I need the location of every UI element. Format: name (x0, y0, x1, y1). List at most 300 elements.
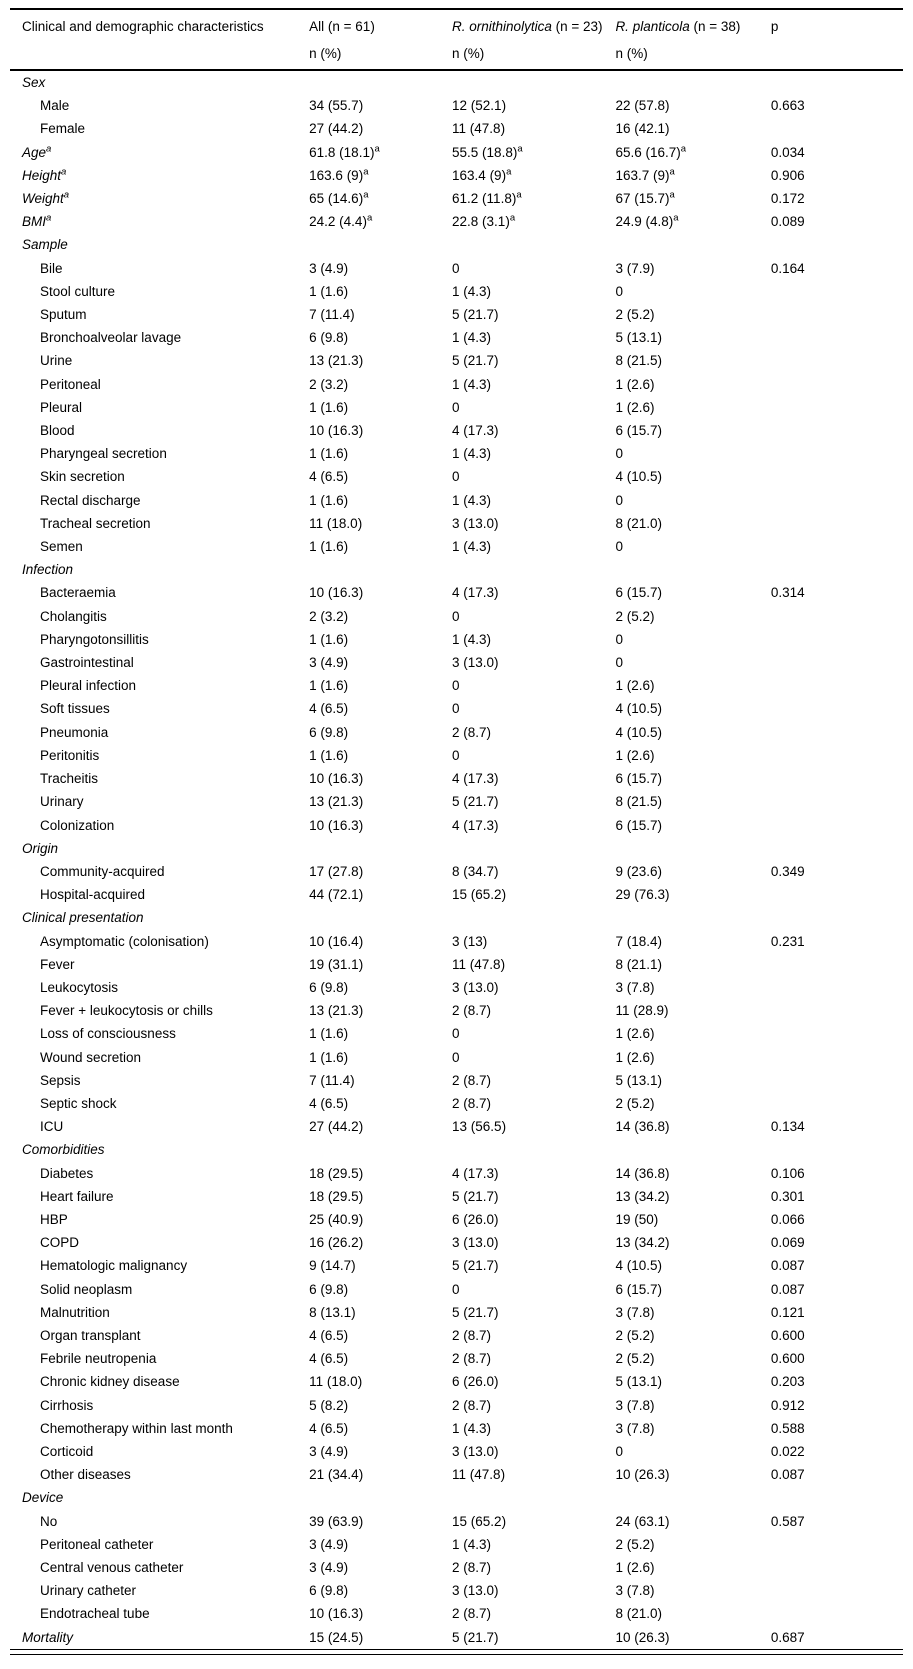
cell-all: 39 (63.9) (309, 1513, 364, 1529)
table-row (10, 581, 903, 604)
cell-planticola: 9 (23.6) (615, 863, 662, 879)
cell-p-value: 0.906 (770, 167, 805, 183)
cell-p-value: 0.687 (771, 1626, 903, 1650)
cell-planticola: 0 (615, 446, 623, 462)
cell-p-value: 0.134 (770, 1119, 805, 1135)
row-label: Organ transplant (40, 1327, 141, 1343)
row-label: Endotracheal tube (40, 1606, 150, 1622)
cell-ornithinolytica: 4 (17.3) (452, 585, 499, 601)
row-label: Corticoid (40, 1443, 94, 1459)
table-row (10, 1394, 903, 1417)
cell-planticola: 0 (615, 1443, 623, 1459)
table-row (10, 1533, 903, 1556)
cell-p-value: 0.121 (770, 1304, 805, 1320)
cell-planticola: 1 (2.6) (615, 1560, 655, 1575)
table-row (10, 1301, 903, 1324)
table-row (10, 187, 903, 210)
cell-p-value (771, 1533, 903, 1556)
row-label: Comorbidities (22, 1142, 105, 1158)
cell-all: 6 (9.8) (309, 1583, 349, 1599)
cell-planticola: 1 (2.6) (615, 399, 655, 415)
row-label: Mortality (10, 1626, 309, 1650)
cell-planticola: 5 (13.1) (615, 330, 662, 346)
cell-planticola: 1 (2.6) (615, 678, 655, 694)
row-label: Septic shock (40, 1095, 117, 1111)
cell-p-value: 0.087 (770, 1281, 805, 1297)
cell-ornithinolytica: 2 (8.7) (452, 1072, 492, 1088)
cell-all: 3 (4.9) (309, 1536, 349, 1552)
cell-planticola (615, 906, 770, 929)
cell-ornithinolytica: 2 (8.7) (452, 724, 492, 740)
cell-all: 8 (13.1) (309, 1304, 356, 1320)
cell-ornithinolytica (452, 906, 615, 929)
row-label: Bile (40, 260, 63, 276)
cell-planticola: 1 (2.6) (615, 747, 655, 763)
cell-ornithinolytica: 0 (452, 608, 460, 624)
row-label: Peritonitis (40, 747, 100, 763)
cell-all: 10 (16.4) (309, 933, 364, 949)
cell-all: 11 (18.0) (309, 515, 363, 531)
table-body (10, 70, 903, 1649)
cell-p-value: 0.600 (770, 1327, 805, 1343)
cell-all: 6 (9.8) (309, 979, 349, 995)
cell-p-value: 0.349 (770, 863, 805, 879)
row-label: Semen (40, 539, 83, 555)
table-row (10, 1347, 903, 1370)
row-label: Urinary (40, 794, 84, 810)
table-row (10, 953, 903, 976)
row-label: Sex (22, 75, 46, 90)
table-row (10, 674, 903, 697)
cell-planticola: 6 (15.7) (615, 817, 662, 833)
cell-p-value (771, 883, 903, 906)
cell-planticola: 8 (21.0) (615, 515, 662, 531)
cell-ornithinolytica: 5 (21.7) (452, 307, 499, 323)
ornithinolytica-species-name: R. ornithinolytica (452, 19, 552, 34)
row-label: Pleural infection (40, 678, 137, 694)
cell-p-value (771, 1602, 903, 1625)
table-row (10, 373, 903, 396)
cell-ornithinolytica: 15 (65.2) (452, 1513, 507, 1529)
table-row (10, 465, 903, 488)
cell-p-value (771, 1092, 903, 1115)
cell-all: 9 (14.7) (309, 1258, 356, 1274)
cell-all: 13 (21.3) (309, 353, 364, 369)
row-label: Fever (40, 956, 75, 972)
cell-p-value (771, 558, 903, 581)
table-row (10, 94, 903, 117)
col-header-ornithinolytica (452, 9, 615, 70)
table-row (10, 326, 903, 349)
cell-p-value (771, 280, 903, 303)
cell-ornithinolytica: 3 (13.0) (452, 1443, 499, 1459)
cell-planticola: 8 (21.1) (615, 956, 662, 972)
table-header (10, 9, 903, 70)
cell-ornithinolytica: 22.8 $(3.1)^a$ (452, 212, 516, 230)
planticola-header-label (615, 19, 770, 34)
section-row (10, 1486, 903, 1509)
cell-all: 17 (27.8) (309, 863, 364, 879)
cell-ornithinolytica: 6 (26.0) (452, 1374, 499, 1390)
table-row (10, 1069, 903, 1092)
cell-planticola (615, 1486, 770, 1509)
row-label: Stool culture (40, 283, 116, 299)
row-label: Gastrointestinal (40, 655, 134, 671)
cell-ornithinolytica: 1 (4.3) (452, 539, 492, 555)
table-row (10, 976, 903, 999)
table-row (10, 1626, 903, 1650)
header-row (10, 9, 903, 70)
cell-planticola: 2 (5.2) (615, 1327, 655, 1343)
cell-all: 1 (1.6) (309, 399, 349, 415)
cell-all: 61.8 $(18.1)^a$ (309, 143, 380, 160)
cell-ornithinolytica: 0 (452, 469, 460, 485)
table-row (10, 419, 903, 442)
cell-p-value (771, 651, 903, 674)
table-row (10, 210, 903, 233)
cell-ornithinolytica (452, 70, 615, 94)
row-label: Pleural (40, 399, 83, 415)
cell-planticola: 24 (63.1) (615, 1513, 670, 1529)
cell-all: 4 (6.5) (309, 469, 349, 485)
cell-all: 10 (16.3) (309, 423, 364, 439)
table-row (10, 1510, 903, 1533)
cell-all (309, 558, 452, 581)
ornithinolytica-header-label (452, 19, 615, 34)
cell-ornithinolytica: 5 (21.7) (452, 1258, 499, 1274)
row-label: ICU (40, 1119, 64, 1135)
cell-planticola: 13 (34.2) (615, 1188, 670, 1204)
table-row (10, 1092, 903, 1115)
planticola-species-name: R. planticola (615, 19, 690, 34)
cell-all: 18 (29.5) (309, 1165, 364, 1181)
row-label: Malnutrition (40, 1304, 110, 1320)
row-label: Asymptomatic (colonisation) (40, 933, 209, 949)
cell-all (309, 837, 452, 860)
cell-all (309, 70, 452, 94)
cell-planticola: 24.9 $(4.8)^a$ (615, 212, 679, 230)
cell-ornithinolytica: 8 (34.7) (452, 863, 499, 879)
cell-p-value: 0.089 (770, 214, 805, 230)
cell-ornithinolytica: 15 (65.2) (452, 887, 507, 903)
cell-all: 1 (1.6) (309, 492, 349, 508)
table-row (10, 1602, 903, 1625)
table-row (10, 1185, 903, 1208)
cell-ornithinolytica: 163.4 $(9)^a$ (452, 166, 512, 183)
cell-all: 6 (9.8) (309, 330, 349, 346)
cell-ornithinolytica (452, 1138, 615, 1161)
cell-all: 4 (6.5) (309, 1351, 349, 1367)
cell-all: 2 (3.2) (309, 608, 349, 624)
row-label: Height$^a$ (22, 166, 67, 183)
row-label: Blood (40, 423, 75, 439)
cell-p-value (771, 1138, 903, 1161)
cell-p-value: 0.663 (770, 98, 805, 114)
cell-p-value (771, 697, 903, 720)
cell-planticola: 10 (26.3) (615, 1626, 770, 1650)
cell-all: 1 (1.6) (309, 678, 349, 694)
cell-p-value (771, 396, 903, 419)
table-row (10, 1208, 903, 1231)
row-label: No (40, 1513, 58, 1529)
row-label: Weight$^a$ (22, 189, 70, 207)
table-row (10, 1370, 903, 1393)
cell-ornithinolytica: 3 (13.0) (452, 515, 499, 531)
cell-all: 27 (44.2) (309, 1119, 364, 1135)
row-label: Wound secretion (40, 1049, 142, 1065)
cell-planticola: 65.6 $(16.7)^a$ (615, 143, 687, 160)
row-label: Cirrhosis (40, 1397, 94, 1413)
cell-all: 4 (6.5) (309, 1095, 349, 1111)
row-label: Fever + leukocytosis or chills (40, 1003, 213, 1019)
table-row (10, 489, 903, 512)
section-row (10, 1138, 903, 1161)
all-subheader-label: n (%) (309, 46, 342, 61)
cell-all: 3 (4.9) (309, 1560, 349, 1575)
cell-ornithinolytica: 2 (8.7) (452, 1351, 492, 1367)
cell-planticola: 4 (10.5) (615, 724, 662, 740)
cell-ornithinolytica: 4 (17.3) (452, 817, 499, 833)
cell-planticola: 2 (5.2) (615, 1095, 655, 1111)
cell-p-value: 0.066 (770, 1211, 805, 1227)
cell-planticola: 14 (36.8) (615, 1165, 670, 1181)
row-label: Device (22, 1490, 64, 1506)
cell-ornithinolytica: 61.2 $(11.8)^a$ (452, 189, 522, 207)
cell-planticola (615, 837, 770, 860)
cell-ornithinolytica: 2 (8.7) (452, 1397, 492, 1413)
table-row (10, 442, 903, 465)
cell-all: 10 (16.3) (309, 585, 364, 601)
row-label: Urinary catheter (40, 1583, 137, 1599)
cell-p-value: 0.314 (770, 585, 805, 601)
cell-all: 18 (29.5) (309, 1188, 364, 1204)
row-label: Chronic kidney disease (40, 1374, 180, 1390)
row-label: Origin (22, 840, 59, 856)
table-row (10, 697, 903, 720)
cell-planticola: 1 (2.6) (615, 1049, 655, 1065)
cell-ornithinolytica: 2 (8.7) (452, 1003, 492, 1019)
cell-ornithinolytica: 5 (21.7) (452, 794, 499, 810)
section-row (10, 837, 903, 860)
row-label: Community-acquired (40, 863, 165, 879)
cell-ornithinolytica: 3 (13.0) (452, 1235, 499, 1251)
table-row (10, 1579, 903, 1602)
cell-planticola: 0 (615, 283, 623, 299)
cell-p-value (771, 628, 903, 651)
cell-p-value (771, 790, 903, 813)
cell-planticola: 4 (10.5) (615, 701, 662, 717)
cell-ornithinolytica: 0 (452, 1049, 460, 1065)
cell-p-value (771, 674, 903, 697)
cell-planticola (615, 233, 770, 256)
cell-planticola: 14 (36.8) (615, 1119, 670, 1135)
row-label: Colonization (40, 817, 115, 833)
row-label: Peritoneal (40, 376, 101, 392)
cell-planticola: 29 (76.3) (615, 887, 670, 903)
planticola-n-count: (n = 38) (689, 19, 741, 34)
cell-p-value (771, 953, 903, 976)
row-label: Diabetes (40, 1165, 94, 1181)
table-row (10, 721, 903, 744)
cell-all: 10 (16.3) (309, 771, 364, 787)
cell-all: 1 (1.6) (309, 747, 349, 763)
cell-planticola: 2 (5.2) (615, 307, 655, 323)
table-row (10, 1115, 903, 1138)
row-label: Hospital-acquired (40, 887, 146, 903)
cell-ornithinolytica: 1 (4.3) (452, 1536, 492, 1552)
cell-p-value (771, 70, 903, 94)
cell-planticola: 8 (21.5) (615, 353, 662, 369)
cell-planticola: 6 (15.7) (615, 585, 662, 601)
cell-p-value (771, 814, 903, 837)
row-label: Pharyngeal secretion (40, 446, 167, 462)
ornithinolytica-n-count: (n = 23) (551, 19, 603, 34)
table-row (10, 1417, 903, 1440)
cell-p-value: 0.588 (770, 1420, 805, 1436)
row-label: Chemotherapy within last month (40, 1420, 233, 1436)
cell-ornithinolytica (452, 558, 615, 581)
cell-p-value (771, 1579, 903, 1602)
cell-ornithinolytica: 0 (452, 678, 460, 694)
cell-all: 2 (3.2) (309, 376, 349, 392)
cell-planticola: 16 (42.1) (615, 121, 670, 137)
cell-p-value: 0.087 (770, 1467, 805, 1483)
col-header-p-value (771, 9, 903, 70)
cell-ornithinolytica: 11 (47.8) (452, 121, 506, 137)
cell-planticola: 3 (7.8) (615, 1420, 655, 1436)
table-row (10, 1556, 903, 1579)
row-label: Hematologic malignancy (40, 1258, 188, 1274)
planticola-subheader-label: n (%) (615, 46, 648, 61)
cell-p-value: 0.087 (770, 1258, 805, 1274)
cell-all: 10 (16.3) (309, 817, 364, 833)
cell-planticola: 2 (5.2) (615, 1536, 655, 1552)
cell-planticola: 3 (7.8) (615, 1583, 655, 1599)
cell-ornithinolytica: 1 (4.3) (452, 1420, 492, 1436)
cell-planticola: 67 $(15.7)^a$ (615, 189, 675, 207)
section-row (10, 70, 903, 94)
cell-planticola: 0 (615, 655, 623, 671)
cell-p-value (771, 373, 903, 396)
cell-ornithinolytica: 0 (452, 701, 460, 717)
cell-planticola: 3 (7.9) (615, 260, 655, 276)
table-row (10, 1278, 903, 1301)
table-row (10, 628, 903, 651)
cell-p-value (771, 326, 903, 349)
cell-all: 24.2 $(4.4)^a$ (309, 212, 373, 230)
cell-ornithinolytica: 0 (452, 1026, 460, 1042)
cell-ornithinolytica: 4 (17.3) (452, 423, 499, 439)
col-header-characteristics (10, 9, 309, 70)
cell-ornithinolytica: 1 (4.3) (452, 283, 492, 299)
table-row (10, 744, 903, 767)
cell-planticola: 22 (57.8) (615, 98, 670, 114)
cell-ornithinolytica: 5 (21.7) (452, 1626, 615, 1650)
table-row (10, 930, 903, 953)
cell-ornithinolytica (452, 837, 615, 860)
cell-planticola (615, 1138, 770, 1161)
table-row (10, 999, 903, 1022)
table-row (10, 605, 903, 628)
table-row (10, 1440, 903, 1463)
cell-all: 21 (34.4) (309, 1467, 364, 1483)
table-row (10, 303, 903, 326)
cell-all: 5 (8.2) (309, 1397, 349, 1413)
row-label: Peritoneal catheter (40, 1536, 154, 1552)
cell-p-value: 0.301 (770, 1188, 805, 1204)
cell-all: 19 (31.1) (309, 956, 364, 972)
cell-all (309, 1138, 452, 1161)
cell-all: 3 (4.9) (309, 655, 349, 671)
cell-ornithinolytica: 4 (17.3) (452, 1165, 499, 1181)
cell-all: 1 (1.6) (309, 283, 349, 299)
row-label: Tracheal secretion (40, 515, 151, 531)
cell-all: 7 (11.4) (309, 307, 355, 323)
row-label: Age$^a$ (22, 143, 52, 160)
cell-ornithinolytica: 0 (452, 260, 460, 276)
cell-p-value (771, 767, 903, 790)
cell-planticola: 4 (10.5) (615, 1258, 662, 1274)
col-header-planticola (615, 9, 770, 70)
row-label: Urine (40, 353, 73, 369)
cell-ornithinolytica: 2 (8.7) (452, 1560, 492, 1575)
cell-planticola: 0 (615, 492, 623, 508)
cell-planticola (615, 558, 770, 581)
table-row (10, 1162, 903, 1185)
cell-p-value (771, 1022, 903, 1045)
table-row (10, 280, 903, 303)
cell-p-value: 0.034 (770, 144, 805, 160)
table-row (10, 651, 903, 674)
cell-all (309, 233, 452, 256)
cell-all: 4 (6.5) (309, 701, 349, 717)
characteristics-table (10, 8, 903, 1650)
cell-planticola: 163.7 $(9)^a$ (615, 166, 675, 183)
cell-p-value: 0.106 (770, 1165, 805, 1181)
cell-ornithinolytica: 5 (21.7) (452, 1188, 499, 1204)
cell-all: 34 (55.7) (309, 98, 364, 114)
cell-planticola: 0 (615, 539, 623, 555)
cell-planticola: 8 (21.0) (615, 1606, 662, 1622)
cell-p-value (771, 744, 903, 767)
cell-ornithinolytica: 1 (4.3) (452, 376, 492, 392)
cell-p-value: 0.172 (770, 191, 805, 207)
cell-ornithinolytica: 11 (47.8) (452, 1467, 506, 1483)
cell-ornithinolytica: 13 (56.5) (452, 1119, 507, 1135)
cell-planticola: 3 (7.8) (615, 979, 655, 995)
cell-ornithinolytica: 1 (4.3) (452, 330, 492, 346)
cell-all: 13 (21.3) (309, 1003, 364, 1019)
cell-p-value (771, 419, 903, 442)
table-row (10, 1022, 903, 1045)
cell-p-value (771, 442, 903, 465)
row-label: Clinical presentation (22, 910, 144, 926)
cell-p-value (771, 1486, 903, 1509)
row-label: Bacteraemia (40, 585, 116, 601)
row-label: Pneumonia (40, 724, 109, 740)
cell-ornithinolytica: 1 (4.3) (452, 492, 492, 508)
cell-p-value (771, 721, 903, 744)
cell-planticola: 6 (15.7) (615, 771, 662, 787)
cell-all: 4 (6.5) (309, 1327, 349, 1343)
cell-ornithinolytica: 2 (8.7) (452, 1095, 492, 1111)
row-label: Heart failure (40, 1188, 114, 1204)
cell-planticola: 1 (2.6) (615, 1026, 655, 1042)
row-label: Male (40, 98, 70, 114)
cell-planticola: 3 (7.8) (615, 1304, 655, 1320)
cell-planticola: 1 (2.6) (615, 376, 655, 392)
table-row (10, 767, 903, 790)
